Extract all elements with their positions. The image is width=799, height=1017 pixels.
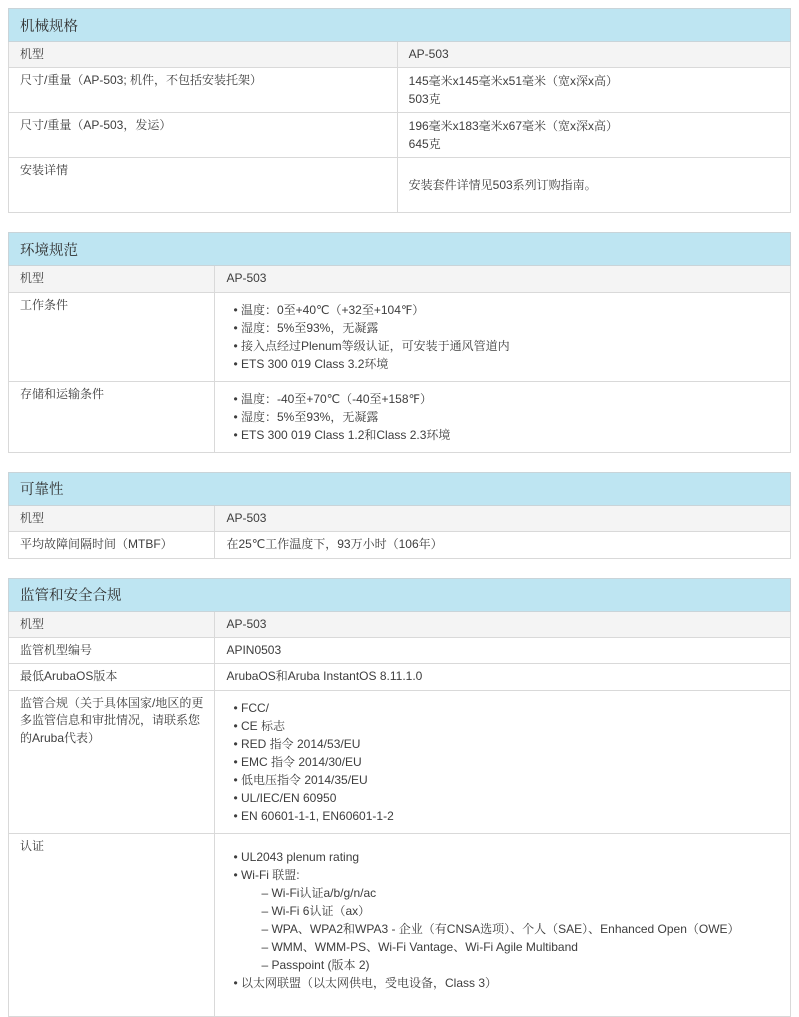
row-value bbox=[215, 292, 791, 381]
row-value: AP-503 bbox=[397, 42, 790, 68]
bullet-item: • EMC 指令 2014/30/EU bbox=[233, 753, 779, 771]
bullet-list bbox=[226, 699, 779, 825]
bullet-item: • 温度：-40至+70℃（-40至+158℉） bbox=[233, 390, 779, 408]
table-row bbox=[9, 578, 791, 611]
row-value: 在25℃工作温度下，93万小时（106年） bbox=[215, 532, 791, 558]
bullet-item: • 湿度：5%至93%，无凝露 bbox=[233, 319, 779, 337]
row-label: 监管机型编号 bbox=[9, 637, 215, 663]
bullet-item: • ETS 300 019 Class 1.2和Class 2.3环境 bbox=[233, 426, 779, 444]
row-label: 工作条件 bbox=[9, 292, 215, 381]
value-line: 503克 bbox=[408, 92, 441, 107]
row-value: AP-503 bbox=[215, 505, 791, 531]
table-row bbox=[9, 381, 791, 452]
bullet-list bbox=[226, 301, 779, 373]
bullet-item: • ETS 300 019 Class 3.2环境 bbox=[233, 355, 779, 373]
table-row bbox=[9, 833, 791, 1016]
table-row bbox=[9, 266, 791, 292]
bullet-item: • RED 指令 2014/53/EU bbox=[233, 735, 779, 753]
section-title: 可靠性 bbox=[9, 472, 791, 505]
value-line: 645克 bbox=[408, 137, 441, 152]
row-label: 认证 bbox=[9, 833, 215, 1016]
table-row bbox=[9, 472, 791, 505]
bullet-item: • EN 60601-1-1, EN60601-1-2 bbox=[233, 807, 779, 825]
row-label: 机型 bbox=[9, 266, 215, 292]
row-value: APIN0503 bbox=[215, 637, 791, 663]
section-title: 环境规范 bbox=[9, 233, 791, 266]
bullet-item: • 以太网联盟（以太网供电，受电设备，Class 3） bbox=[233, 974, 779, 992]
row-value bbox=[397, 113, 790, 158]
row-label: 尺寸/重量（AP-503; 机件，不包括安装托架） bbox=[9, 68, 398, 113]
row-value bbox=[215, 833, 791, 1016]
row-label: 最低ArubaOS版本 bbox=[9, 664, 215, 690]
row-value bbox=[215, 381, 791, 452]
row-label: 机型 bbox=[9, 611, 215, 637]
row-value bbox=[215, 690, 791, 833]
table-row bbox=[9, 611, 791, 637]
bullet-item: • CE 标志 bbox=[233, 717, 779, 735]
row-label: 平均故障间隔时间（MTBF） bbox=[9, 532, 215, 558]
table-row bbox=[9, 532, 791, 558]
sub-bullet-item: – WMM、WMM-PS、Wi-Fi Vantage、Wi-Fi Agile Multiband bbox=[261, 938, 779, 956]
row-value: ArubaOS和Aruba InstantOS 8.11.1.0 bbox=[215, 664, 791, 690]
bullet-list bbox=[226, 848, 779, 992]
bullet-item: • 温度：0至+40℃（+32至+104℉） bbox=[233, 301, 779, 319]
bullet-item: • UL/IEC/EN 60950 bbox=[233, 789, 779, 807]
sub-bullet-item: – Wi-Fi 6认证（ax） bbox=[261, 902, 779, 920]
row-label: 机型 bbox=[9, 42, 398, 68]
table-row bbox=[9, 9, 791, 42]
bullet-item: • 低电压指令 2014/35/EU bbox=[233, 771, 779, 789]
section-title: 机械规格 bbox=[9, 9, 791, 42]
spec-table-environmental bbox=[8, 232, 791, 452]
spec-table-mechanical bbox=[8, 8, 791, 213]
table-row bbox=[9, 233, 791, 266]
bullet-text: Wi-Fi 联盟: bbox=[240, 867, 300, 882]
row-label: 监管合规（关于具体国家/地区的更多监管信息和审批情况，请联系您的Aruba代表） bbox=[9, 690, 215, 833]
table-row bbox=[9, 292, 791, 381]
row-label: 存储和运输条件 bbox=[9, 381, 215, 452]
row-value: AP-503 bbox=[215, 611, 791, 637]
value-line: 196毫米x183毫米x67毫米（宽x深x高） bbox=[408, 119, 619, 134]
table-row bbox=[9, 505, 791, 531]
row-label: 尺寸/重量（AP-503，发运） bbox=[9, 113, 398, 158]
row-label: 安装详情 bbox=[9, 158, 398, 213]
row-label: 机型 bbox=[9, 505, 215, 531]
bullet-item: • 接入点经过Plenum等级认证，可安装于通风管道内 bbox=[233, 337, 779, 355]
table-row bbox=[9, 690, 791, 833]
row-value bbox=[397, 68, 790, 113]
section-title: 监管和安全合规 bbox=[9, 578, 791, 611]
sub-bullet-item: – WPA、WPA2和WPA3 - 企业（有CNSA选项）、个人（SAE）、Enhanced Open（OWE） bbox=[261, 920, 779, 938]
spec-table-reliability bbox=[8, 472, 791, 559]
spec-table-regulatory bbox=[8, 578, 791, 1017]
table-row bbox=[9, 158, 791, 213]
row-value: 安装套件详情见503系列订购指南。 bbox=[397, 158, 790, 213]
sub-bullet-item: – Wi-Fi认证a/b/g/n/ac bbox=[261, 884, 779, 902]
bullet-list bbox=[226, 390, 779, 444]
table-row bbox=[9, 68, 791, 113]
value-line: 145毫米x145毫米x51毫米（宽x深x高） bbox=[408, 74, 619, 89]
table-row bbox=[9, 42, 791, 68]
bullet-item: • 湿度：5%至93%，无凝露 bbox=[233, 408, 779, 426]
sub-bullet-item: – Passpoint (版本 2) bbox=[261, 956, 779, 974]
bullet-item bbox=[233, 866, 779, 974]
row-value: AP-503 bbox=[215, 266, 791, 292]
sub-bullet-list bbox=[246, 884, 779, 974]
table-row bbox=[9, 113, 791, 158]
bullet-item: • FCC/ bbox=[233, 699, 779, 717]
table-row bbox=[9, 664, 791, 690]
bullet-item: • UL2043 plenum rating bbox=[233, 848, 779, 866]
table-row bbox=[9, 637, 791, 663]
